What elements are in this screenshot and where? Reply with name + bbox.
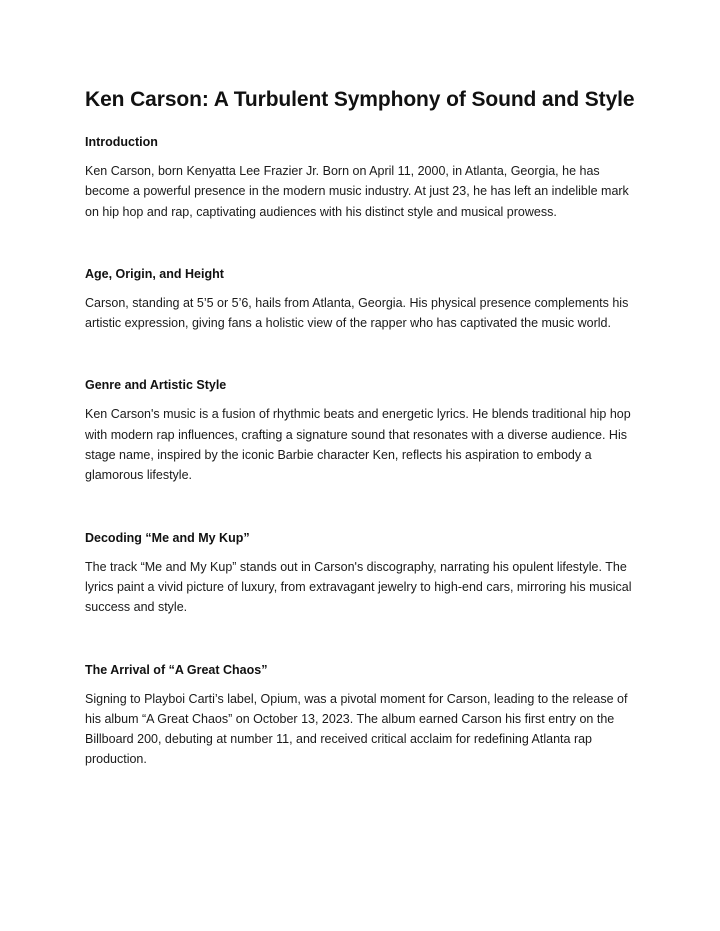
section-heading: Introduction (85, 135, 158, 149)
section-me-and-my-kup (85, 529, 645, 618)
section-body: Ken Carson, born Kenyatta Lee Frazier Jr. Born on April 11, 2000, in Atlanta, Georgia, he has become a powerful presence in the modern music industry. At just 23, he has left an indelible mark on hip hop and rap, captivating audiences with his distinct style and musical prowess. (85, 164, 629, 219)
section-body: Carson, standing at 5’5 or 5’6, hails from Atlanta, Georgia. His physical presence complements his artistic expression, giving fans a holistic view of the rapper who has captivated the music world. (85, 295, 629, 331)
section-body: The track “Me and My Kup” stands out in Carson's discography, narrating his opulent lifestyle. The lyrics paint a vivid picture of luxury, from extravagant jewelry to high-end cars, mirroring his musical success and style. (85, 559, 632, 615)
section-body: Ken Carson's music is a fusion of rhythmic beats and energetic lyrics. He blends traditional hip hop with modern rap influences, crafting a signature sound that resonates with a diverse audience. His stage name, inspired by the iconic Barbie character Ken, reflects his aspiration to embody a glamorous lifestyle. (85, 407, 631, 483)
section-age-origin-height (85, 265, 645, 334)
section-a-great-chaos (85, 661, 645, 770)
section-genre-style (85, 376, 645, 485)
document-content (85, 84, 645, 770)
section-heading: Age, Origin, and Height (85, 266, 224, 281)
section-introduction (85, 133, 645, 222)
section-heading: Genre and Artistic Style (85, 378, 227, 393)
section-heading: Decoding “Me and My Kup” (85, 530, 250, 545)
section-body: Signing to Playboi Carti’s label, Opium, was a pivotal moment for Carson, leading to the release of his album “A Great Chaos” on October 13, 2023. The album earned Carson his first entry on the Billboard 200, debuting at number 11, and received critical acclaim for redefining Atlanta rap production. (85, 691, 628, 767)
section-heading: The Arrival of “A Great Chaos” (85, 662, 268, 677)
document-title: Ken Carson: A Turbulent Symphony of Sound and Style (85, 88, 635, 111)
